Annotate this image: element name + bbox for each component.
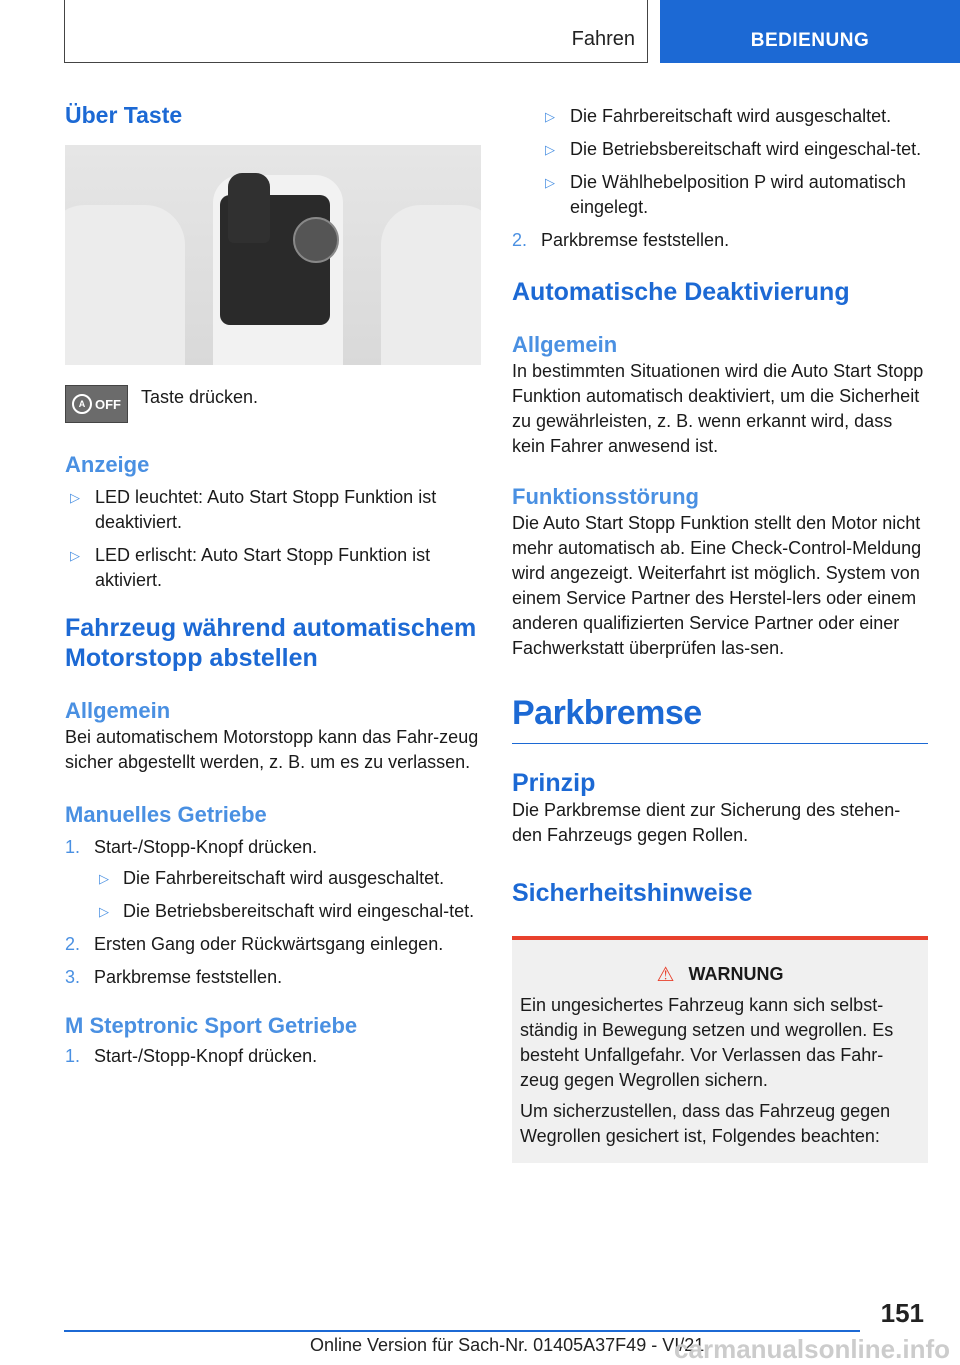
step-text: Parkbremse feststellen.: [541, 230, 730, 250]
step-item: [65, 965, 481, 990]
header-section-title: Fahren: [571, 28, 635, 50]
left-column: [65, 100, 481, 1077]
seat-right-shape: [381, 205, 481, 365]
console-photo: [65, 145, 481, 365]
step-text: Start-/Stopp-Knopf drücken.: [94, 837, 318, 857]
heading-allgemein: Allgemein: [65, 698, 171, 723]
heading-ueber-taste: Über Taste: [65, 102, 183, 128]
key-instruction: [65, 385, 481, 423]
footer-divider: [64, 1330, 860, 1332]
header-tab[interactable]: [660, 0, 960, 63]
key-icon-label: OFF: [95, 396, 121, 412]
list-item: ▷ LED erlischt: Auto Start Stopp Funktion ist aktiviert.: [65, 543, 481, 593]
step-item: [65, 1044, 481, 1069]
key-instruction-text: Taste drücken.: [141, 387, 259, 407]
steptronic-steps: [65, 1044, 481, 1069]
page-number: 151: [880, 1298, 924, 1328]
manuell-steps: [65, 835, 481, 990]
heading-anzeige: Anzeige: [65, 452, 150, 477]
list-item: ▷ Die Fahrbereitschaft wird ausgeschaltet.: [540, 104, 928, 129]
heading-allgemein: Allgemein: [512, 332, 618, 357]
controller-knob-shape: [293, 217, 339, 263]
steptronic-steps-cont: [512, 228, 928, 253]
heading-sicherheitshinweise: Sicherheitshinweise: [512, 879, 753, 907]
warning-paragraph: Um sicherzustellen, dass das Fahrzeug gegen Wegrollen gesichert ist, Folgendes beachten:: [520, 1101, 891, 1146]
step-number: 1.: [65, 1046, 81, 1066]
step-text: Ersten Gang oder Rückwärtsgang einlegen.: [94, 934, 444, 954]
header-tab-label: BEDIENUNG: [750, 30, 870, 51]
step-number: 2.: [512, 230, 528, 250]
heading-automatische-deaktivierung: Automatische Deaktivierung: [512, 278, 850, 306]
chapter-parkbremse: Parkbremse: [512, 691, 928, 744]
auto-start-stop-ring-icon: A: [72, 394, 92, 414]
allgemein-paragraph: In bestimmten Situationen wird die Auto Start Stopp Funktion automatisch deaktiviert, um die Sicherheit zu gewährleisten, z. B. wenn erkannt wird, dass kein Fahrer anwesend ist.: [512, 361, 924, 456]
anzeige-list: [65, 485, 481, 593]
list-item: ▷ Die Betriebsbereitschaft wird eingeschal‐tet.: [94, 899, 481, 924]
heading-steptronic: M Steptronic Sport Getriebe: [65, 1013, 358, 1038]
step-number: 2.: [65, 934, 81, 954]
step-text: Parkbremse feststellen.: [94, 967, 283, 987]
warning-triangle-icon: ⚠: [656, 964, 675, 986]
step-number: 1.: [65, 837, 81, 857]
gear-lever-shape: [228, 173, 270, 243]
substep-list: [94, 866, 481, 924]
allgemein-paragraph: Bei automatischem Motorstopp kann das Fahr‐zeug sicher abgestellt werden, z. B. um es zu verlassen.: [65, 727, 479, 772]
warning-paragraph: Ein ungesichertes Fahrzeug kann sich selbst‐ständig in Bewegung setzen und wegrollen. Es besteht Unfallgefahr. Vor Verlassen das Fahr‐zeug gegen Wegrollen sichern.: [520, 995, 894, 1090]
list-item: ▷ Die Wählhebelposition P wird automatisch eingelegt.: [540, 170, 928, 220]
prinzip-paragraph: Die Parkbremse dient zur Sicherung des stehen‐den Fahrzeugs gegen Rollen.: [512, 800, 901, 845]
step-number: 3.: [65, 967, 81, 987]
warning-title: [520, 962, 920, 987]
heading-funktionsstoerung: Funktionsstörung: [512, 484, 699, 509]
step-item: [512, 228, 928, 253]
funktionsstoerung-paragraph: Die Auto Start Stopp Funktion stellt den Motor nicht mehr automatisch ab. Eine Check-Control-Meldung wird angezeigt. Weiterfahrt ist möglich. System von einem Service Partner des Herstel‐lers oder einem anderen qualifizierten Service Partner oder einer Fachwerkstatt überprüfen las‐sen.: [512, 513, 922, 658]
steptronic-substep-list: [512, 104, 928, 220]
step-text: Start-/Stopp-Knopf drücken.: [94, 1046, 318, 1066]
seat-left-shape: [65, 205, 185, 365]
warning-title-text: WARNUNG: [688, 964, 784, 984]
heading-fahrzeug-abstellen: Fahrzeug während automatischem Motorstopp abstellen: [65, 614, 477, 672]
heading-prinzip: Prinzip: [512, 769, 596, 797]
list-item: ▷ LED leuchtet: Auto Start Stopp Funktion ist deaktiviert.: [65, 485, 481, 535]
step-item: [65, 932, 481, 957]
list-item: ▷ Die Fahrbereitschaft wird ausgeschaltet.: [94, 866, 481, 891]
list-item: ▷ Die Betriebsbereitschaft wird eingeschal‐tet.: [540, 137, 928, 162]
heading-manuelles-getriebe: Manuelles Getriebe: [65, 802, 267, 827]
auto-start-stop-off-icon: [65, 385, 128, 423]
footer-online-version: Online Version für Sach-Nr. 01405A37F49 - VI/21: [310, 1335, 705, 1355]
warning-box: [512, 936, 928, 1163]
header-frame: [64, 0, 648, 63]
right-column: [512, 100, 928, 1163]
watermark: carmanualsonline.info: [674, 1334, 950, 1364]
step-item: [65, 835, 481, 924]
